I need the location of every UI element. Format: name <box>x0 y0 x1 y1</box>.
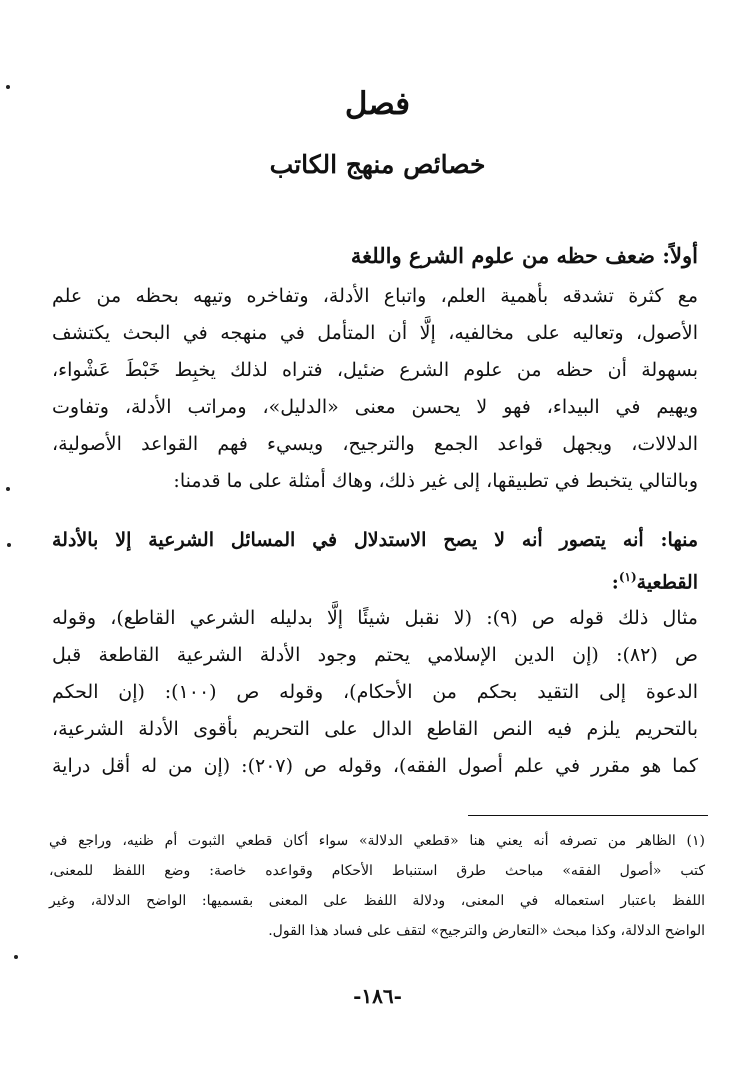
footnotes <box>49 826 705 946</box>
text-line: وبالتالي يتخبط في تطبيقها، إلى غير ذلك، وهاك أمثلة على ما قدمنا: <box>173 470 698 492</box>
paragraph-intro <box>52 278 698 500</box>
text-line: بالتحريم يلزم فيه النص القاطع الدال على التحريم بأقوى الأدلة الشرعية، <box>52 718 698 740</box>
claim-line-end <box>52 559 698 596</box>
footnote-separator <box>468 815 708 816</box>
footnote-line: كتب «أصول الفقه» مباحث طرق استنباط الأحكام وقواعده خاصة: وضع اللفظ للمعنى، <box>49 863 705 879</box>
text-line: الدلالات، ويجهل قواعد الجمع والترجيح، ويسيء فهم القواعد الأصولية، <box>52 433 698 455</box>
chapter-subtitle: خصائص منهج الكاتب <box>269 150 486 179</box>
footnote-reference: (١) <box>618 570 637 584</box>
text-line: كما هو مقرر في علم أصول الفقه)، وقوله ص (٢٠٧): (إن من له أقل دراية <box>52 755 698 777</box>
scan-speck <box>14 955 18 959</box>
claim-line: منها: أنه يتصور أنه لا يصح الاستدلال في المسائل الشرعية إلا بالأدلة <box>52 529 698 551</box>
page-number: -١٨٦- <box>353 984 402 1008</box>
claim-colon: : <box>611 571 619 594</box>
text-line: ص (٨٢): (إن الدين الإسلامي يحتم وجود الأدلة الشرعية القاطعة قبل <box>52 644 698 666</box>
paragraph-examples <box>52 600 698 785</box>
text-line: الدعوة إلى التقيد بحكم من الأحكام)، وقوله ص (١٠٠): (إن الحكم <box>52 681 698 703</box>
text-line: الأصول، وتعاليه على مخالفيه، إلَّا أن المتأمل في منهجه في البحث يكتشف <box>52 322 698 344</box>
footnote-line: اللفظ باعتبار استعماله في المعنى، ودلالة اللفظ على المعنى بقسميها: الواضح الدلالة، وغير <box>49 893 705 909</box>
text-line: مثال ذلك قوله ص (٩): (لا نقبل شيئًا إلَّا بدليله الشرعي القاطع)، وقوله <box>52 607 698 629</box>
text-line: مع كثرة تشدقه بأهمية العلم، واتباع الأدلة، وتفاخره وتيهه بحظه من علم <box>52 285 698 307</box>
scan-speck <box>6 487 10 491</box>
footnote-line: (١) الظاهر من تصرفه أنه يعني هنا «قطعي الدلالة» سواء أكان قطعي الثبوت أم ظنيه، وراجع في <box>49 833 705 849</box>
scan-speck <box>7 543 11 547</box>
text-line: بسهولة أن حظه من علوم الشرع ضئيل، فتراه لذلك يخبِط خَبْطَ عَشْواء، <box>52 359 699 381</box>
section-heading: أولاً: ضعف حظه من علوم الشرع واللغة <box>350 243 698 268</box>
claim-paragraph <box>52 522 698 596</box>
footnote-line: الواضح الدلالة، وكذا مبحث «التعارض والترجيح» لتقف على فساد هذا القول. <box>268 923 705 939</box>
chapter-title: فصل <box>344 86 411 122</box>
claim-word: القطعية <box>636 571 698 594</box>
text-line: ويهيم في البيداء، فهو لا يحسن معنى «الدليل»، ومراتب الأدلة، وتفاوت <box>52 396 698 418</box>
